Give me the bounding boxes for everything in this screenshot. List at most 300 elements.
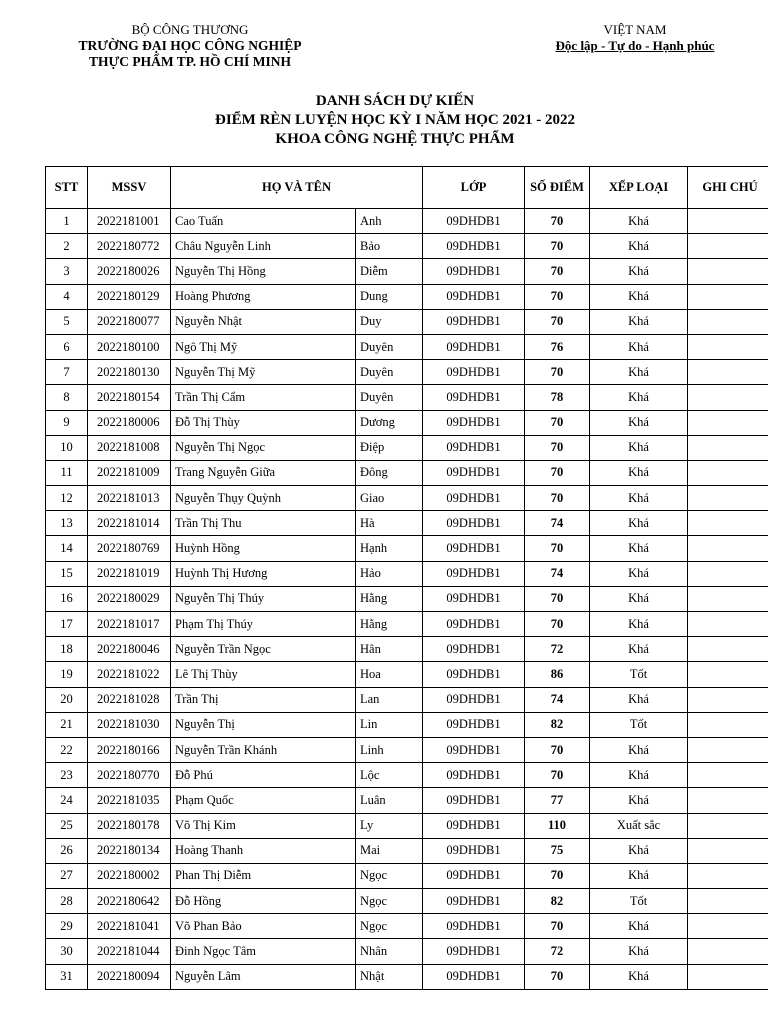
cell-rating: Khá bbox=[590, 687, 688, 712]
table-row bbox=[46, 788, 768, 813]
table-row bbox=[46, 309, 768, 334]
cell-last-middle-name: Đỗ Phú bbox=[171, 763, 356, 788]
table-row bbox=[46, 637, 768, 662]
cell-mssv: 2022180178 bbox=[88, 813, 171, 838]
cell-score: 74 bbox=[525, 511, 590, 536]
cell-first-name: Hoa bbox=[356, 662, 423, 687]
cell-note bbox=[688, 939, 768, 964]
cell-first-name: Hằng bbox=[356, 612, 423, 637]
table-row bbox=[46, 486, 768, 511]
cell-rating: Khá bbox=[590, 309, 688, 334]
title-line-2: ĐIỂM RÈN LUYỆN HỌC KỲ I NĂM HỌC 2021 - 2022 bbox=[215, 112, 575, 128]
table-row bbox=[46, 536, 768, 561]
cell-class: 09DHDB1 bbox=[423, 460, 525, 485]
cell-first-name: Hằng bbox=[356, 586, 423, 611]
cell-score: 70 bbox=[525, 360, 590, 385]
cell-rating: Khá bbox=[590, 234, 688, 259]
table-row bbox=[46, 939, 768, 964]
table-row bbox=[46, 460, 768, 485]
cell-score: 70 bbox=[525, 914, 590, 939]
cell-first-name: Diễm bbox=[356, 259, 423, 284]
cell-last-middle-name: Huỳnh Thị Hương bbox=[171, 561, 356, 586]
cell-mssv: 2022181008 bbox=[88, 435, 171, 460]
cell-mssv: 2022181009 bbox=[88, 460, 171, 485]
cell-rating: Khá bbox=[590, 586, 688, 611]
cell-mssv: 2022180029 bbox=[88, 586, 171, 611]
cell-stt: 29 bbox=[46, 914, 88, 939]
cell-note bbox=[688, 209, 768, 234]
cell-last-middle-name: Phạm Thị Thúy bbox=[171, 612, 356, 637]
cell-rating: Tốt bbox=[590, 662, 688, 687]
cell-note bbox=[688, 486, 768, 511]
national-motto: Độc lập - Tự do - Hạnh phúc bbox=[555, 38, 715, 53]
table-row bbox=[46, 813, 768, 838]
cell-score: 76 bbox=[525, 334, 590, 359]
cell-last-middle-name: Đỗ Thị Thùy bbox=[171, 410, 356, 435]
cell-first-name: Lộc bbox=[356, 763, 423, 788]
cell-first-name: Ngọc bbox=[356, 863, 423, 888]
table-row bbox=[46, 889, 768, 914]
cell-stt: 17 bbox=[46, 612, 88, 637]
cell-last-middle-name: Võ Phan Bảo bbox=[171, 914, 356, 939]
cell-score: 82 bbox=[525, 889, 590, 914]
cell-class: 09DHDB1 bbox=[423, 863, 525, 888]
issuer-block bbox=[40, 22, 340, 70]
cell-stt: 25 bbox=[46, 813, 88, 838]
cell-class: 09DHDB1 bbox=[423, 637, 525, 662]
cell-stt: 6 bbox=[46, 334, 88, 359]
cell-note bbox=[688, 410, 768, 435]
cell-stt: 7 bbox=[46, 360, 88, 385]
cell-mssv: 2022180770 bbox=[88, 763, 171, 788]
cell-stt: 10 bbox=[46, 435, 88, 460]
cell-note bbox=[688, 788, 768, 813]
cell-score: 70 bbox=[525, 259, 590, 284]
table-row bbox=[46, 914, 768, 939]
cell-rating: Tốt bbox=[590, 889, 688, 914]
cell-class: 09DHDB1 bbox=[423, 511, 525, 536]
table-row bbox=[46, 511, 768, 536]
school-name-line2: THỰC PHẨM TP. HỒ CHÍ MINH bbox=[88, 54, 291, 69]
cell-last-middle-name: Trần Thị Thu bbox=[171, 511, 356, 536]
cell-note bbox=[688, 360, 768, 385]
document-title bbox=[0, 92, 768, 149]
cell-mssv: 2022181019 bbox=[88, 561, 171, 586]
cell-class: 09DHDB1 bbox=[423, 234, 525, 259]
cell-score: 110 bbox=[525, 813, 590, 838]
national-header bbox=[520, 22, 750, 54]
cell-first-name: Anh bbox=[356, 209, 423, 234]
cell-last-middle-name: Võ Thị Kim bbox=[171, 813, 356, 838]
cell-stt: 5 bbox=[46, 309, 88, 334]
cell-score: 70 bbox=[525, 763, 590, 788]
cell-last-middle-name: Trần Thị bbox=[171, 687, 356, 712]
cell-mssv: 2022181013 bbox=[88, 486, 171, 511]
cell-note bbox=[688, 284, 768, 309]
cell-stt: 16 bbox=[46, 586, 88, 611]
cell-mssv: 2022180772 bbox=[88, 234, 171, 259]
cell-first-name: Hà bbox=[356, 511, 423, 536]
cell-note bbox=[688, 637, 768, 662]
cell-last-middle-name: Nguyễn Nhật bbox=[171, 309, 356, 334]
cell-rating: Khá bbox=[590, 259, 688, 284]
table-row bbox=[46, 586, 768, 611]
cell-stt: 22 bbox=[46, 737, 88, 762]
col-header-lop: LỚP bbox=[423, 167, 525, 209]
cell-last-middle-name: Nguyễn Thị Thúy bbox=[171, 586, 356, 611]
cell-note bbox=[688, 460, 768, 485]
school-name-line1: TRƯỜNG ĐẠI HỌC CÔNG NGHIỆP bbox=[78, 38, 302, 53]
cell-note bbox=[688, 536, 768, 561]
table-row bbox=[46, 360, 768, 385]
cell-mssv: 2022181017 bbox=[88, 612, 171, 637]
cell-note bbox=[688, 435, 768, 460]
col-header-stt: STT bbox=[46, 167, 88, 209]
cell-mssv: 2022181014 bbox=[88, 511, 171, 536]
cell-score: 70 bbox=[525, 486, 590, 511]
table-row bbox=[46, 863, 768, 888]
cell-score: 70 bbox=[525, 612, 590, 637]
cell-mssv: 2022180026 bbox=[88, 259, 171, 284]
cell-rating: Khá bbox=[590, 385, 688, 410]
cell-class: 09DHDB1 bbox=[423, 939, 525, 964]
cell-rating: Khá bbox=[590, 838, 688, 863]
table-header-row bbox=[46, 167, 768, 209]
cell-class: 09DHDB1 bbox=[423, 889, 525, 914]
cell-mssv: 2022180129 bbox=[88, 284, 171, 309]
table-row bbox=[46, 234, 768, 259]
cell-rating: Khá bbox=[590, 914, 688, 939]
cell-first-name: Luân bbox=[356, 788, 423, 813]
col-header-so-diem: SỐ ĐIỂM bbox=[525, 167, 590, 209]
cell-mssv: 2022180077 bbox=[88, 309, 171, 334]
cell-stt: 8 bbox=[46, 385, 88, 410]
cell-last-middle-name: Hoàng Thanh bbox=[171, 838, 356, 863]
cell-class: 09DHDB1 bbox=[423, 788, 525, 813]
cell-score: 70 bbox=[525, 309, 590, 334]
cell-mssv: 2022181022 bbox=[88, 662, 171, 687]
cell-stt: 2 bbox=[46, 234, 88, 259]
cell-mssv: 2022181041 bbox=[88, 914, 171, 939]
cell-note bbox=[688, 863, 768, 888]
col-header-mssv: MSSV bbox=[88, 167, 171, 209]
cell-stt: 31 bbox=[46, 964, 88, 989]
cell-stt: 13 bbox=[46, 511, 88, 536]
table-body bbox=[46, 209, 768, 990]
cell-mssv: 2022180002 bbox=[88, 863, 171, 888]
cell-note bbox=[688, 964, 768, 989]
cell-score: 74 bbox=[525, 561, 590, 586]
cell-last-middle-name: Đỗ Hồng bbox=[171, 889, 356, 914]
cell-note bbox=[688, 511, 768, 536]
cell-first-name: Lin bbox=[356, 712, 423, 737]
cell-last-middle-name: Hoàng Phương bbox=[171, 284, 356, 309]
cell-last-middle-name: Lê Thị Thùy bbox=[171, 662, 356, 687]
cell-last-middle-name: Ngô Thị Mỹ bbox=[171, 334, 356, 359]
table-row bbox=[46, 410, 768, 435]
cell-score: 74 bbox=[525, 687, 590, 712]
cell-last-middle-name: Nguyễn Thị Mỹ bbox=[171, 360, 356, 385]
cell-note bbox=[688, 385, 768, 410]
cell-rating: Khá bbox=[590, 763, 688, 788]
cell-class: 09DHDB1 bbox=[423, 662, 525, 687]
cell-class: 09DHDB1 bbox=[423, 259, 525, 284]
cell-class: 09DHDB1 bbox=[423, 737, 525, 762]
cell-first-name: Lan bbox=[356, 687, 423, 712]
cell-mssv: 2022180134 bbox=[88, 838, 171, 863]
cell-stt: 24 bbox=[46, 788, 88, 813]
cell-note bbox=[688, 561, 768, 586]
cell-rating: Khá bbox=[590, 612, 688, 637]
cell-score: 70 bbox=[525, 284, 590, 309]
cell-stt: 27 bbox=[46, 863, 88, 888]
cell-class: 09DHDB1 bbox=[423, 561, 525, 586]
table-row bbox=[46, 334, 768, 359]
title-line-3: KHOA CÔNG NGHỆ THỰC PHẨM bbox=[275, 131, 515, 147]
col-header-ghi-chu: GHI CHÚ bbox=[688, 167, 768, 209]
table-row bbox=[46, 561, 768, 586]
cell-note bbox=[688, 712, 768, 737]
cell-class: 09DHDB1 bbox=[423, 712, 525, 737]
cell-score: 70 bbox=[525, 209, 590, 234]
cell-note bbox=[688, 234, 768, 259]
cell-stt: 20 bbox=[46, 687, 88, 712]
cell-last-middle-name: Nguyễn Trần Khánh bbox=[171, 737, 356, 762]
cell-class: 09DHDB1 bbox=[423, 838, 525, 863]
cell-stt: 23 bbox=[46, 763, 88, 788]
cell-stt: 14 bbox=[46, 536, 88, 561]
cell-first-name: Ngọc bbox=[356, 914, 423, 939]
cell-class: 09DHDB1 bbox=[423, 209, 525, 234]
cell-last-middle-name: Trang Nguyễn Giữa bbox=[171, 460, 356, 485]
table-row bbox=[46, 763, 768, 788]
cell-first-name: Duyên bbox=[356, 385, 423, 410]
cell-last-middle-name: Phạm Quốc bbox=[171, 788, 356, 813]
cell-rating: Khá bbox=[590, 737, 688, 762]
cell-class: 09DHDB1 bbox=[423, 360, 525, 385]
cell-first-name: Duyên bbox=[356, 360, 423, 385]
cell-score: 70 bbox=[525, 435, 590, 460]
cell-first-name: Mai bbox=[356, 838, 423, 863]
cell-score: 70 bbox=[525, 234, 590, 259]
cell-last-middle-name: Phan Thị Diễm bbox=[171, 863, 356, 888]
cell-rating: Khá bbox=[590, 939, 688, 964]
cell-mssv: 2022181001 bbox=[88, 209, 171, 234]
cell-last-middle-name: Nguyễn Trần Ngọc bbox=[171, 637, 356, 662]
cell-rating: Khá bbox=[590, 637, 688, 662]
table-row bbox=[46, 687, 768, 712]
country-name: VIỆT NAM bbox=[603, 22, 667, 37]
cell-score: 70 bbox=[525, 586, 590, 611]
cell-score: 70 bbox=[525, 460, 590, 485]
cell-score: 70 bbox=[525, 536, 590, 561]
cell-class: 09DHDB1 bbox=[423, 914, 525, 939]
cell-mssv: 2022180769 bbox=[88, 536, 171, 561]
cell-first-name: Nhân bbox=[356, 939, 423, 964]
cell-rating: Khá bbox=[590, 486, 688, 511]
cell-class: 09DHDB1 bbox=[423, 284, 525, 309]
cell-stt: 9 bbox=[46, 410, 88, 435]
cell-class: 09DHDB1 bbox=[423, 687, 525, 712]
cell-class: 09DHDB1 bbox=[423, 435, 525, 460]
cell-stt: 19 bbox=[46, 662, 88, 687]
cell-first-name: Duy bbox=[356, 309, 423, 334]
cell-last-middle-name: Trần Thị Cẩm bbox=[171, 385, 356, 410]
cell-first-name: Giao bbox=[356, 486, 423, 511]
table-row bbox=[46, 385, 768, 410]
cell-first-name: Điệp bbox=[356, 435, 423, 460]
cell-rating: Khá bbox=[590, 209, 688, 234]
cell-score: 72 bbox=[525, 637, 590, 662]
cell-first-name: Bảo bbox=[356, 234, 423, 259]
cell-stt: 1 bbox=[46, 209, 88, 234]
cell-score: 86 bbox=[525, 662, 590, 687]
cell-first-name: Duyên bbox=[356, 334, 423, 359]
cell-last-middle-name: Châu Nguyễn Linh bbox=[171, 234, 356, 259]
cell-note bbox=[688, 737, 768, 762]
cell-note bbox=[688, 914, 768, 939]
cell-stt: 15 bbox=[46, 561, 88, 586]
cell-first-name: Hân bbox=[356, 637, 423, 662]
cell-first-name: Ngọc bbox=[356, 889, 423, 914]
cell-mssv: 2022180006 bbox=[88, 410, 171, 435]
cell-class: 09DHDB1 bbox=[423, 334, 525, 359]
col-header-ho-ten: HỌ VÀ TÊN bbox=[171, 167, 423, 209]
cell-note bbox=[688, 838, 768, 863]
table-row bbox=[46, 612, 768, 637]
cell-stt: 4 bbox=[46, 284, 88, 309]
cell-class: 09DHDB1 bbox=[423, 612, 525, 637]
title-line-1: DANH SÁCH DỰ KIẾN bbox=[315, 93, 475, 109]
cell-mssv: 2022180046 bbox=[88, 637, 171, 662]
cell-mssv: 2022180166 bbox=[88, 737, 171, 762]
cell-note bbox=[688, 612, 768, 637]
cell-score: 70 bbox=[525, 410, 590, 435]
cell-class: 09DHDB1 bbox=[423, 410, 525, 435]
cell-rating: Tốt bbox=[590, 712, 688, 737]
cell-rating: Khá bbox=[590, 435, 688, 460]
cell-class: 09DHDB1 bbox=[423, 309, 525, 334]
cell-first-name: Dương bbox=[356, 410, 423, 435]
cell-rating: Khá bbox=[590, 964, 688, 989]
cell-note bbox=[688, 813, 768, 838]
cell-first-name: Đông bbox=[356, 460, 423, 485]
cell-last-middle-name: Huỳnh Hồng bbox=[171, 536, 356, 561]
cell-last-middle-name: Nguyễn Thụy Quỳnh bbox=[171, 486, 356, 511]
cell-class: 09DHDB1 bbox=[423, 813, 525, 838]
cell-last-middle-name: Nguyễn Thị bbox=[171, 712, 356, 737]
table-row bbox=[46, 712, 768, 737]
cell-rating: Khá bbox=[590, 536, 688, 561]
cell-rating: Khá bbox=[590, 561, 688, 586]
cell-score: 82 bbox=[525, 712, 590, 737]
cell-first-name: Dung bbox=[356, 284, 423, 309]
table-row bbox=[46, 737, 768, 762]
cell-note bbox=[688, 763, 768, 788]
cell-class: 09DHDB1 bbox=[423, 586, 525, 611]
cell-rating: Khá bbox=[590, 410, 688, 435]
cell-first-name: Ly bbox=[356, 813, 423, 838]
table-row bbox=[46, 209, 768, 234]
cell-first-name: Nhật bbox=[356, 964, 423, 989]
cell-score: 77 bbox=[525, 788, 590, 813]
table-row bbox=[46, 259, 768, 284]
cell-note bbox=[688, 586, 768, 611]
cell-score: 70 bbox=[525, 737, 590, 762]
cell-score: 70 bbox=[525, 863, 590, 888]
cell-class: 09DHDB1 bbox=[423, 486, 525, 511]
cell-mssv: 2022181028 bbox=[88, 687, 171, 712]
cell-stt: 11 bbox=[46, 460, 88, 485]
cell-mssv: 2022180100 bbox=[88, 334, 171, 359]
cell-rating: Khá bbox=[590, 511, 688, 536]
cell-note bbox=[688, 334, 768, 359]
cell-last-middle-name: Cao Tuấn bbox=[171, 209, 356, 234]
cell-last-middle-name: Đinh Ngọc Tâm bbox=[171, 939, 356, 964]
cell-rating: Khá bbox=[590, 334, 688, 359]
table-row bbox=[46, 964, 768, 989]
col-header-xep-loai: XẾP LOẠI bbox=[590, 167, 688, 209]
cell-stt: 3 bbox=[46, 259, 88, 284]
cell-note bbox=[688, 259, 768, 284]
cell-note bbox=[688, 889, 768, 914]
table-row bbox=[46, 838, 768, 863]
cell-first-name: Hảo bbox=[356, 561, 423, 586]
ministry-name: BỘ CÔNG THƯƠNG bbox=[131, 22, 249, 37]
cell-class: 09DHDB1 bbox=[423, 385, 525, 410]
table-row bbox=[46, 284, 768, 309]
cell-score: 70 bbox=[525, 964, 590, 989]
cell-stt: 21 bbox=[46, 712, 88, 737]
cell-stt: 12 bbox=[46, 486, 88, 511]
cell-mssv: 2022181044 bbox=[88, 939, 171, 964]
cell-mssv: 2022181035 bbox=[88, 788, 171, 813]
cell-class: 09DHDB1 bbox=[423, 763, 525, 788]
cell-stt: 26 bbox=[46, 838, 88, 863]
cell-mssv: 2022180642 bbox=[88, 889, 171, 914]
cell-note bbox=[688, 687, 768, 712]
cell-score: 72 bbox=[525, 939, 590, 964]
table-row bbox=[46, 435, 768, 460]
cell-mssv: 2022180094 bbox=[88, 964, 171, 989]
cell-class: 09DHDB1 bbox=[423, 964, 525, 989]
cell-mssv: 2022180154 bbox=[88, 385, 171, 410]
cell-note bbox=[688, 309, 768, 334]
cell-first-name: Linh bbox=[356, 737, 423, 762]
cell-note bbox=[688, 662, 768, 687]
cell-stt: 28 bbox=[46, 889, 88, 914]
score-table bbox=[45, 166, 768, 990]
cell-rating: Xuất sắc bbox=[590, 813, 688, 838]
cell-last-middle-name: Nguyễn Thị Hồng bbox=[171, 259, 356, 284]
cell-class: 09DHDB1 bbox=[423, 536, 525, 561]
cell-mssv: 2022181030 bbox=[88, 712, 171, 737]
cell-score: 75 bbox=[525, 838, 590, 863]
cell-rating: Khá bbox=[590, 863, 688, 888]
cell-stt: 18 bbox=[46, 637, 88, 662]
table-row bbox=[46, 662, 768, 687]
cell-rating: Khá bbox=[590, 788, 688, 813]
cell-first-name: Hạnh bbox=[356, 536, 423, 561]
cell-last-middle-name: Nguyễn Thị Ngọc bbox=[171, 435, 356, 460]
cell-score: 78 bbox=[525, 385, 590, 410]
cell-mssv: 2022180130 bbox=[88, 360, 171, 385]
cell-stt: 30 bbox=[46, 939, 88, 964]
cell-rating: Khá bbox=[590, 360, 688, 385]
cell-last-middle-name: Nguyễn Lâm bbox=[171, 964, 356, 989]
cell-rating: Khá bbox=[590, 284, 688, 309]
cell-rating: Khá bbox=[590, 460, 688, 485]
